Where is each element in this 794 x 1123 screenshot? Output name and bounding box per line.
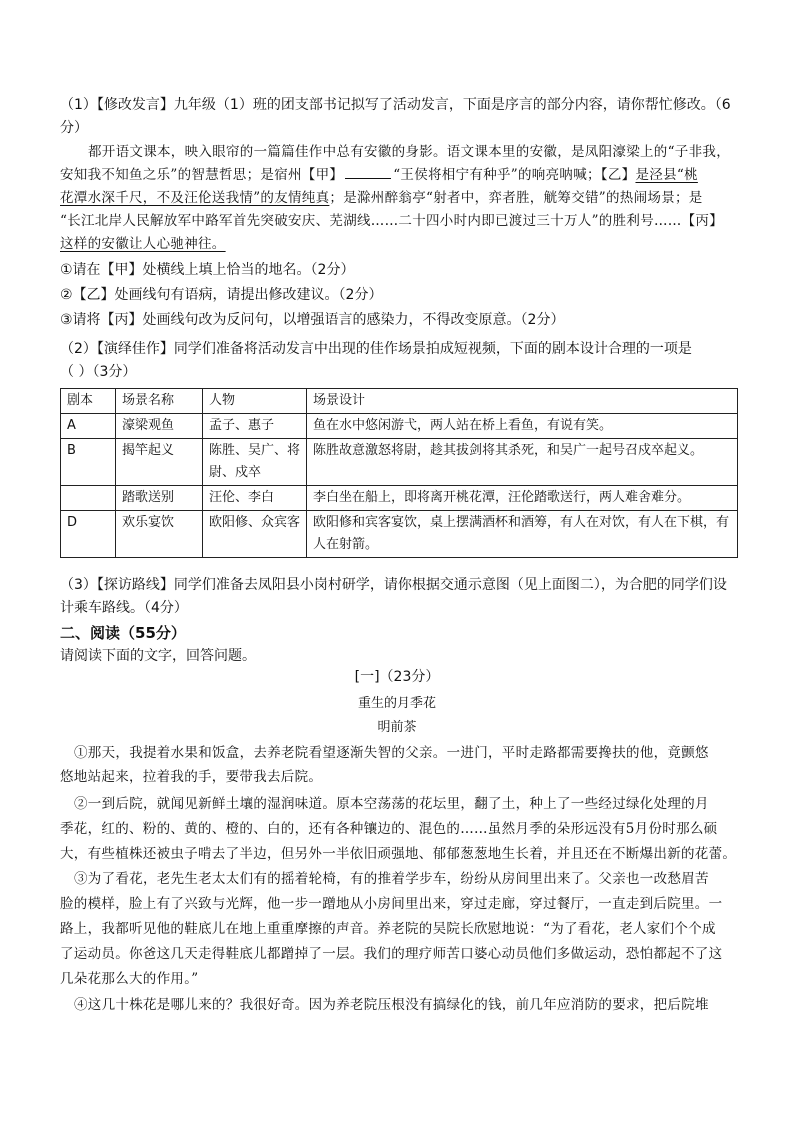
underlined-yi-start: 是泾县“桃 — [635, 167, 698, 183]
header-cell: 场景名称 — [116, 389, 203, 414]
script-table — [60, 388, 738, 558]
row-scene: 踏歌送别 — [116, 486, 203, 511]
passage-line4: “长江北岸人民解放军中路军首先突破安庆、芜湖线……二十四小时内即已渡过三十万人”的胜利号……【丙】 — [60, 213, 724, 229]
q3-line2: 计乘车路线。（4分） — [60, 600, 188, 616]
row-design: 欧阳修和宾客宴饮，桌上摆满酒杯和酒筹，有人在对饮，有人在下棋，有人在射箭。 — [307, 511, 738, 558]
row-scene: 濠梁观鱼 — [116, 414, 203, 439]
article-p1-l2: 悠地站起来，拉着我的手，要带我去后院。 — [60, 769, 323, 785]
article-p1-l1: ①那天，我提着水果和饭盒，去养老院看望逐渐失智的父亲。一进门，平时走路都需要搀扶的他，竟颤悠 — [74, 745, 709, 761]
passage-line2-a: 安知我不知鱼之乐”的智慧哲思；是宿州【甲】 — [60, 167, 344, 183]
q1-intro-line1: （1）【修改发言】九年级（1）班的团支部书记拟写了活动发言，下面是序言的部分内容，请你帮忙修改。（6 — [60, 97, 731, 113]
article-author: 明前茶 — [377, 720, 417, 735]
table-row — [61, 486, 738, 511]
row-id: D — [61, 511, 116, 558]
part-label: [一]（23分） — [354, 669, 440, 685]
header-cell: 剧本 — [61, 389, 116, 414]
passage-line1: 都开语文课本，映入眼帘的一篇篇佳作中总有安徽的身影。语文课本里的安徽，是凤阳濠梁上的“子非我， — [88, 144, 730, 160]
table-row — [61, 439, 738, 486]
q2-intro-line2: （ ）（3分） — [60, 364, 137, 380]
section-instruction: 请阅读下面的文字，回答问题。 — [60, 648, 256, 664]
article-p2-l1: ②一到后院，就闻见新鲜土壤的湿润味道。原本空荡荡的花坛里，翻了土，种上了一些经过绿化处理的月 — [74, 796, 709, 812]
row-people: 陈胜、吴广、将尉、戍卒 — [203, 439, 307, 486]
article-p2-l3: 大，有些植株还被虫子啃去了半边，但另外一半依旧顽强地、郁郁葱葱地生长着，并且还在不断爆出新的花蕾。 — [60, 846, 737, 862]
q3-line1: （3）【探访路线】同学们准备去凤阳县小岗村研学，请你根据交通示意图（见上面图二），为合肥的同学们设 — [60, 577, 727, 593]
row-id: B — [61, 439, 116, 486]
article-p3-l4: 了运动员。你爸这几天走得鞋底儿都蹭掉了一层。我们的理疗师苦口婆心动员他们多做运动，恐怕都起不了这 — [60, 946, 723, 962]
passage-line3 — [60, 187, 703, 210]
subq-1: ①请在【甲】处横线上填上恰当的地名。（2分） — [60, 262, 355, 278]
article-p3-l2: 脸的模样，脸上有了兴致与光辉，他一步一蹭地从小房间里出来，穿过走廊，穿过餐厅，一直走到后院里。一 — [60, 896, 723, 912]
row-people: 孟子、惠子 — [203, 414, 307, 439]
section-heading: 二、阅读（55分） — [60, 624, 186, 642]
row-scene: 欢乐宴饮 — [116, 511, 203, 558]
article-p4-l1: ④这几十株花是哪儿来的？我很好奇。因为养老院压根没有搞绿化的钱，前几年应消防的要求，把后院堆 — [74, 997, 709, 1013]
subq-3: ③请将【丙】处画线句改为反问句，以增强语言的感染力，不得改变原意。（2分） — [60, 312, 565, 328]
table-row — [61, 414, 738, 439]
q1-intro-line2: 分） — [60, 120, 88, 136]
article-p3-l3: 路上，我都听见他的鞋底儿在地上重重摩擦的声音。养老院的吴院长欣慰地说：“为了看花，老人家们个个成 — [60, 921, 716, 937]
article-p3-l5: 几朵花那么大的作用。” — [60, 971, 199, 987]
row-design: 陈胜故意激怒将尉，趁其拔剑将其杀死，和吴广一起号召戍卒起义。 — [307, 439, 738, 486]
row-design: 李白坐在船上，即将离开桃花潭，汪伦踏歌送行，两人难舍难分。 — [307, 486, 738, 511]
row-design: 鱼在水中悠闲游弋，两人站在桥上看鱼，有说有笑。 — [307, 414, 738, 439]
passage-line2-b: “王侯将相宁有种乎”的响亮呐喊；【乙】 — [393, 167, 636, 183]
table-header-row — [61, 389, 738, 414]
row-id — [61, 486, 116, 511]
passage-line2 — [60, 164, 698, 187]
row-people: 汪伦、李白 — [203, 486, 307, 511]
article-title: 重生的月季花 — [357, 696, 436, 711]
row-scene: 揭竿起义 — [116, 439, 203, 486]
header-cell: 场景设计 — [307, 389, 738, 414]
row-people: 欧阳修、众宾客 — [203, 511, 307, 558]
table-row — [61, 511, 738, 558]
subq-2: ②【乙】处画线句有语病，请提出修改建议。（2分） — [60, 287, 383, 303]
passage-line3-b: ；是滁州醉翁亭“射者中，弈者胜，觥筹交错”的热闹场景；是 — [329, 190, 703, 206]
underlined-yi-end: 花潭水深千尺，不及汪伦送我情”的友情纯真 — [60, 190, 330, 206]
header-cell: 人物 — [203, 389, 307, 414]
article-p3-l1: ③为了看花，老先生老太太们有的摇着轮椅，有的推着学步车，纷纷从房间里出来了。父亲也一改愁眉苦 — [74, 871, 709, 887]
q2-intro-line1: （2）【演绎佳作】同学们准备将活动发言中出现的佳作场景拍成短视频，下面的剧本设计合理的一项是 — [60, 341, 692, 357]
blank-jia[interactable] — [345, 166, 391, 179]
underlined-bing: 这样的安徽让人心驰神往。 — [60, 236, 226, 252]
row-id: A — [61, 414, 116, 439]
article-p2-l2: 季花，红的、粉的、黄的、橙的、白的，还有各种镶边的、混色的……虽然月季的朵形远没有5月份时那么硕 — [60, 821, 718, 837]
